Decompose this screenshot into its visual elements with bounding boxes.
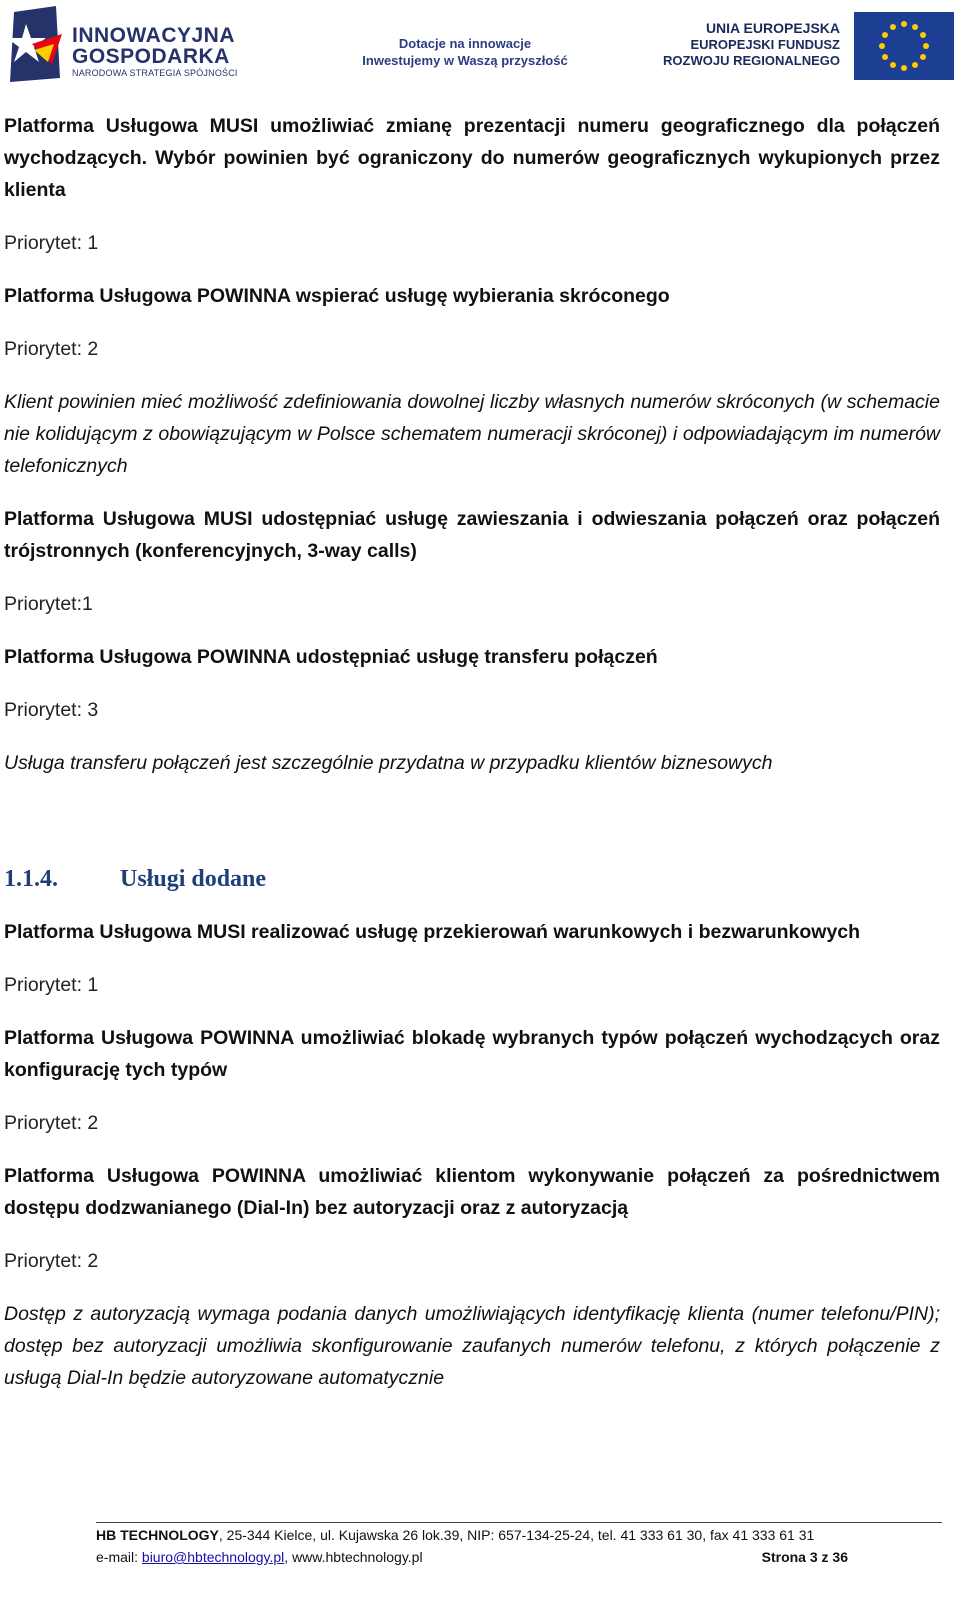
innowacyjna-gospodarka-logo [4, 4, 244, 84]
eu-line-2: EUROPEJSKI FUNDUSZ [690, 37, 840, 52]
section-number: 1.1.4. [4, 866, 58, 892]
slogan-line-2: Inwestujemy w Waszą przyszłość [362, 53, 568, 68]
header-slogan [340, 36, 590, 68]
note-call-transfer: Usługa transferu połączeń jest szczególnie przydatna w przypadku klientów biznesowych [4, 752, 773, 774]
footer-divider [96, 1522, 942, 1523]
section-heading [4, 863, 940, 895]
priority-label: Priorytet: 2 [4, 1250, 99, 1272]
requirement-hold-conference: Platforma Usługowa MUSI udostępniać usługę zawieszania i odwieszania połączeń oraz połączeń trójstronnych (konferencyjnych, 3-way calls) [4, 508, 940, 562]
footer-company: HB TECHNOLOGY [96, 1527, 219, 1543]
eu-flag-icon [854, 12, 954, 80]
page-header [0, 0, 960, 90]
section-title: Usługi dodane [120, 866, 267, 892]
requirement-speed-dial: Platforma Usługowa POWINNA wspierać usługę wybierania skróconego [4, 285, 670, 307]
priority-label: Priorytet: 2 [4, 1112, 99, 1134]
requirement-call-blocking: Platforma Usługowa POWINNA umożliwiać blokadę wybranych typów połączeń wychodzących oraz konfigurację tych typów [4, 1027, 940, 1081]
slogan-line-1: Dotacje na innowacje [398, 36, 532, 51]
footer-email-link[interactable]: biuro@hbtechnology.pl [141, 1549, 285, 1565]
footer-address-line [96, 1524, 942, 1546]
eu-line-1: UNIA EUROPEJSKA [705, 20, 840, 36]
eu-fund-label [640, 20, 840, 68]
star-logo-icon [4, 4, 68, 84]
footer-contact-line [96, 1546, 942, 1568]
priority-label: Priorytet: 1 [4, 232, 99, 254]
eu-line-3: ROZWOJU REGIONALNEGO [663, 53, 840, 68]
requirement-call-transfer: Platforma Usługowa POWINNA udostępniać usługę transferu połączeń [4, 646, 658, 668]
requirement-presentation: Platforma Usługowa MUSI umożliwiać zmianę prezentacji numeru geograficznego dla połączeń wychodzących. Wybór powinien być ograniczony do numerów geograficznych wykupionych przez klienta [4, 115, 940, 201]
requirement-dial-in: Platforma Usługowa POWINNA umożliwiać klientom wykonywanie połączeń za pośrednictwem dostępu dodzwanianego (Dial-In) bez autoryzacji oraz z autoryzacją [4, 1165, 940, 1219]
footer-address: , 25-344 Kielce, ul. Kujawska 26 lok.39, NIP: 657-134-25-24, tel. 41 333 61 30, fax 41 333 61 31 [218, 1527, 815, 1543]
page-footer [96, 1524, 942, 1568]
priority-label: Priorytet: 2 [4, 338, 99, 360]
note-dial-in: Dostęp z autoryzacją wymaga podania danych umożliwiających identyfikację klienta (numer telefonu/PIN); dostęp bez autoryzacji umożliwia skonfigurowanie zaufanych numerów telefonu, z których połączenie z usługą Dial-In będzie autoryzowane automatycznie [4, 1303, 940, 1389]
footer-email-label: e-mail: [96, 1549, 142, 1565]
footer-website: , www.hbtechnology.pl [284, 1549, 423, 1565]
priority-label: Priorytet: 1 [4, 974, 99, 996]
note-speed-dial: Klient powinien mieć możliwość zdefiniowania dowolnej liczby własnych numerów skróconych (w schemacie nie kolidującym z obowiązującym w Polsce schematem numeracji skróconej) i odpowiadającym im numerów telefonicznych [4, 391, 940, 477]
logo-line-3: NARODOWA STRATEGIA SPÓJNOŚCI [72, 68, 238, 78]
page-number: Strona 3 z 36 [761, 1549, 848, 1565]
priority-label: Priorytet: 3 [4, 699, 99, 721]
logo-line-2: GOSPODARKA [72, 45, 230, 68]
logo-line-1: INNOWACYJNA [72, 24, 236, 47]
requirement-forwarding: Platforma Usługowa MUSI realizować usługę przekierowań warunkowych i bezwarunkowych [4, 921, 861, 943]
document-body [4, 110, 940, 1394]
priority-label: Priorytet:1 [4, 593, 93, 615]
